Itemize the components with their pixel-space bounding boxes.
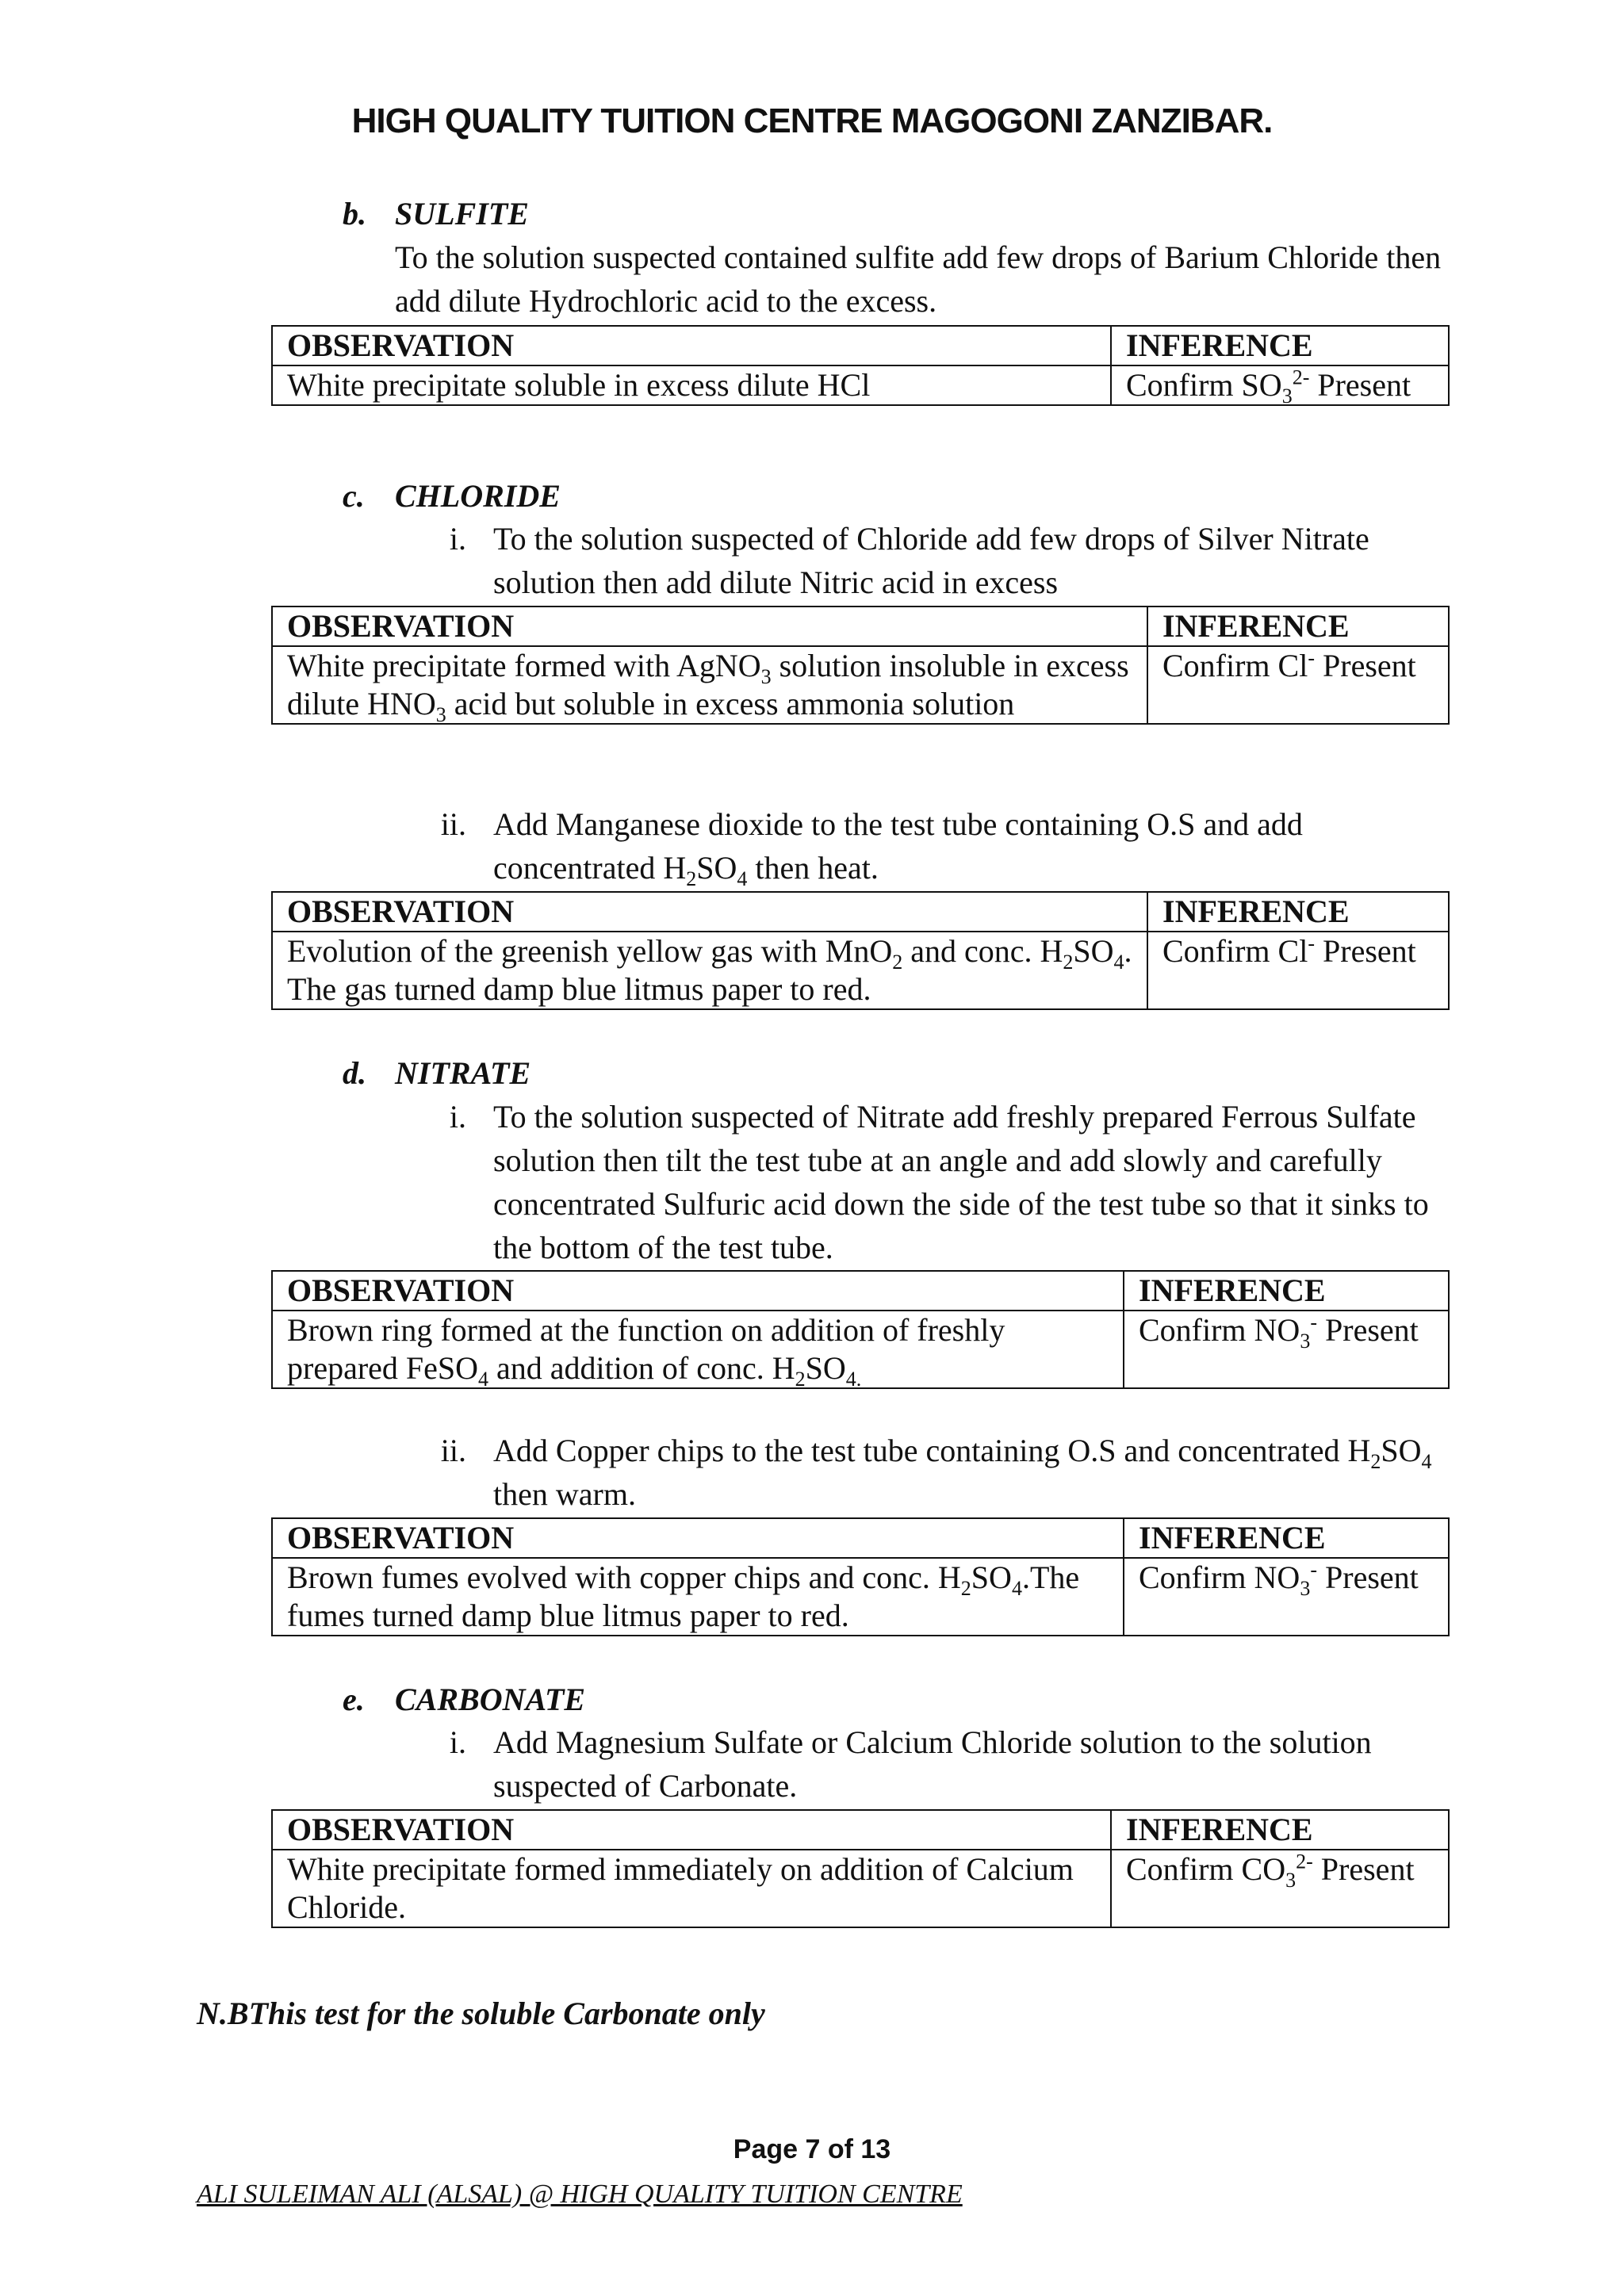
inference-header: INFERENCE xyxy=(1111,326,1449,365)
section-letter: d. xyxy=(343,1055,366,1091)
inference-header: INFERENCE xyxy=(1147,607,1449,646)
inference-cell: Confirm Cl- Present xyxy=(1147,932,1449,1009)
nitrate-table-1 xyxy=(271,1270,1450,1389)
step-number: ii. xyxy=(440,1433,466,1468)
observation-cell: Brown ring formed at the function on addition of freshly prepared FeSO$_4$ and addition of conc. $H_2SO_{4.}$ xyxy=(272,1311,1124,1388)
step-text: To the solution suspected of Chloride add few drops of Silver Nitrate solution then add dilute Nitric acid in excess xyxy=(493,521,1369,600)
step-text: Add Copper chips to the test tube containing O.S and concentrated $H_2SO_4$ then warm. xyxy=(493,1433,1432,1512)
section-heading-carbonate xyxy=(343,1678,585,1721)
table-row xyxy=(272,1850,1449,1927)
carbonate-table xyxy=(271,1809,1450,1928)
inference-cell: Confirm $SO_3^{2-}$ Present xyxy=(1111,365,1449,405)
page-number: Page 7 of 13 xyxy=(733,2134,891,2164)
section-letter: b. xyxy=(343,196,366,232)
observation-cell: White precipitate formed immediately on addition of Calcium Chloride. xyxy=(272,1850,1111,1927)
table-row xyxy=(272,365,1449,405)
step-number: i. xyxy=(449,521,466,557)
section-title: CARBONATE xyxy=(395,1682,586,1717)
table-row xyxy=(272,932,1449,1009)
step-number: i. xyxy=(449,1099,466,1135)
observation-cell: White precipitate formed with AgNO$_3$ solution insoluble in excess dilute $HNO_3$ acid but soluble in excess ammonia solution xyxy=(272,646,1147,724)
observation-header: OBSERVATION xyxy=(272,326,1111,365)
observation-cell: Brown fumes evolved with copper chips and conc. $H_2SO_4.The$ fumes turned damp blue litmus paper to red. xyxy=(272,1558,1124,1636)
observation-header: OBSERVATION xyxy=(272,607,1147,646)
table-header-row xyxy=(272,1518,1449,1558)
table-header-row xyxy=(272,892,1449,932)
inference-cell: Confirm $NO_3^-$ Present xyxy=(1124,1311,1449,1388)
section-title: CHLORIDE xyxy=(395,478,561,514)
page-footer: ALI SULEIMAN ALI (ALSAL) @ HIGH QUALITY TUITION CENTRE xyxy=(197,2179,963,2209)
section-heading-chloride xyxy=(343,474,561,518)
table-row xyxy=(272,1558,1449,1636)
observation-header: OBSERVATION xyxy=(272,1271,1124,1311)
step-text: To the solution suspected of Nitrate add freshly prepared Ferrous Sulfate solution then tilt the test tube at an angle and add slowly and carefully concentrated Sulfuric acid down the side of the test tube so that it sinks to the bottom of the test tube. xyxy=(493,1099,1429,1265)
chloride-table-1 xyxy=(271,606,1450,725)
nitrate-table-2 xyxy=(271,1517,1450,1636)
inference-header: INFERENCE xyxy=(1124,1518,1449,1558)
observation-header: OBSERVATION xyxy=(272,892,1147,932)
section-title: NITRATE xyxy=(395,1055,531,1091)
table-header-row xyxy=(272,1271,1449,1311)
table-row xyxy=(272,1311,1449,1388)
inference-cell: Confirm $NO_3^-$ Present xyxy=(1124,1558,1449,1636)
table-row xyxy=(272,646,1449,724)
sulfite-instructions: To the solution suspected contained sulfite add few drops of Barium Chloride then add dilute Hydrochloric acid to the excess. xyxy=(395,239,1442,319)
inference-header: INFERENCE xyxy=(1124,1271,1449,1311)
inference-header: INFERENCE xyxy=(1147,892,1449,932)
observation-header: OBSERVATION xyxy=(272,1518,1124,1558)
chloride-table-2 xyxy=(271,891,1450,1010)
section-letter: c. xyxy=(343,478,365,514)
table-header-row xyxy=(272,1810,1449,1850)
step-text: Add Manganese dioxide to the test tube containing O.S and add concentrated $H_2SO_4$ then heat. xyxy=(493,806,1303,890)
observation-cell: White precipitate soluble in excess dilute HCl xyxy=(272,365,1111,405)
page-header: HIGH QUALITY TUITION CENTRE MAGOGONI ZANZIBAR. xyxy=(351,101,1273,140)
inference-header: INFERENCE xyxy=(1111,1810,1449,1850)
table-header-row xyxy=(272,607,1449,646)
table-header-row xyxy=(272,326,1449,365)
observation-header: OBSERVATION xyxy=(272,1810,1111,1850)
inference-cell: Confirm $CO_3^{2-}$ Present xyxy=(1111,1850,1449,1927)
sulfite-table xyxy=(271,325,1450,406)
note-text: N.BThis test for the soluble Carbonate only xyxy=(197,1996,765,2031)
section-letter: e. xyxy=(343,1682,365,1717)
step-number: i. xyxy=(449,1724,466,1760)
inference-cell: Confirm Cl- Present xyxy=(1147,646,1449,724)
section-heading-nitrate xyxy=(343,1051,530,1095)
step-number: ii. xyxy=(440,806,466,842)
observation-cell: Evolution of the greenish yellow gas with MnO$_2$ and conc. $H_2SO_4$. The gas turned damp blue litmus paper to red. xyxy=(272,932,1147,1009)
section-heading-sulfite xyxy=(343,192,529,235)
section-title: SULFITE xyxy=(395,196,529,232)
step-text: Add Magnesium Sulfate or Calcium Chloride solution to the solution suspected of Carbonate. xyxy=(493,1724,1372,1804)
